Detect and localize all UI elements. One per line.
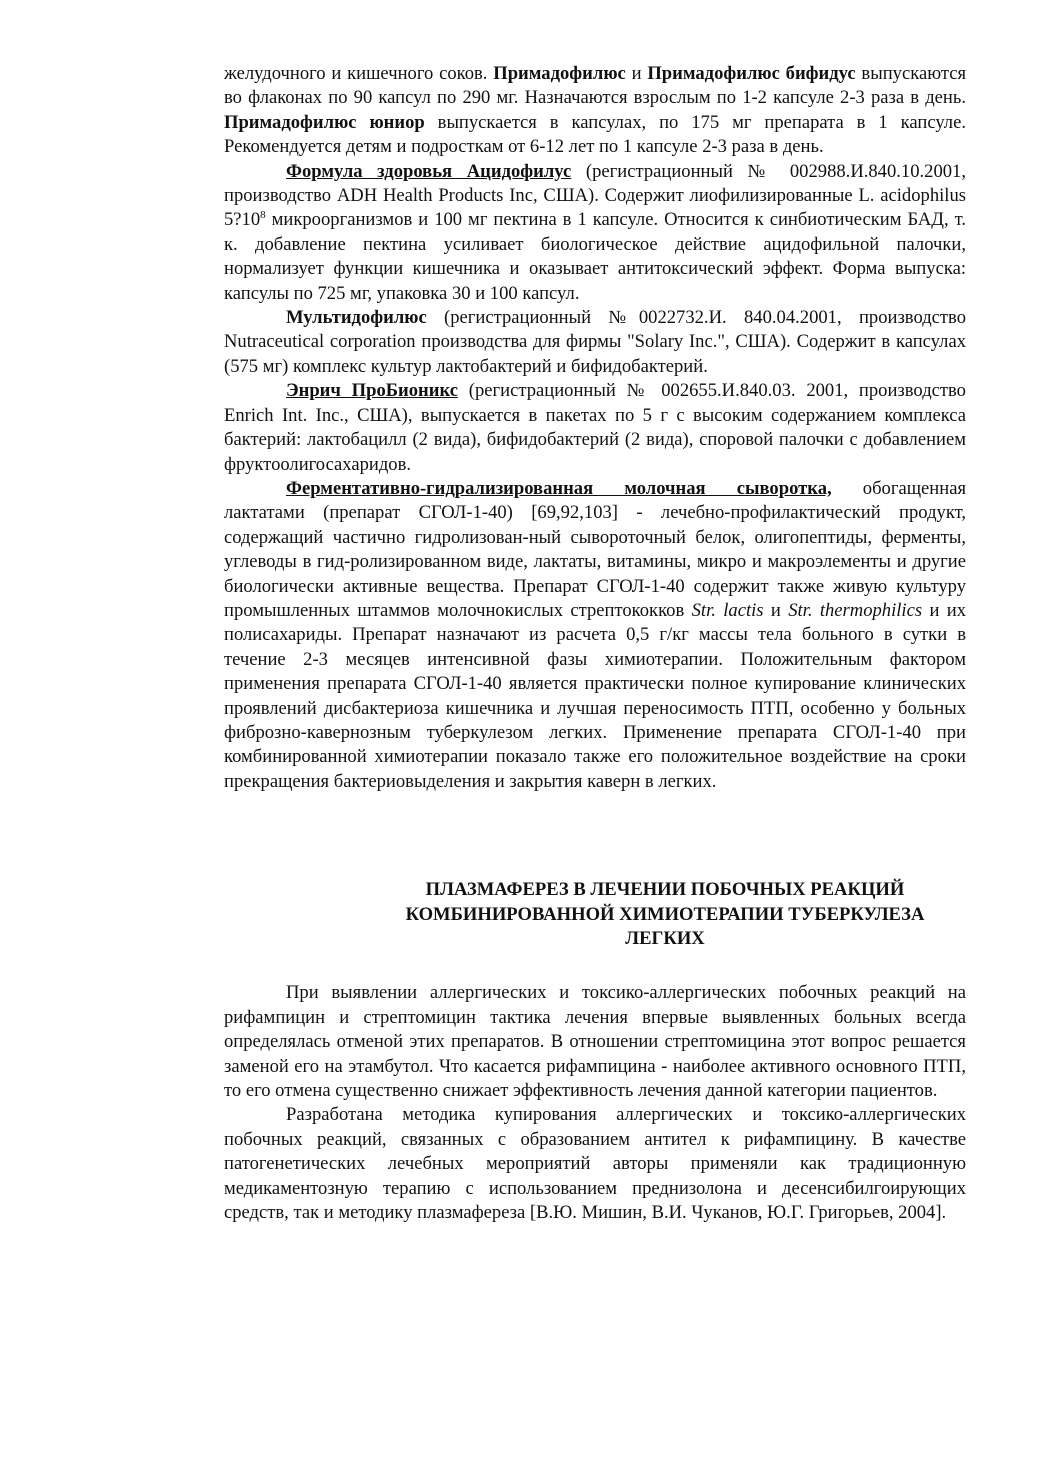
superscript-exponent: 8 (260, 209, 266, 222)
paragraph-formula-zdorovya (224, 160, 966, 306)
text-run: и (625, 63, 648, 84)
product-name-primadophilus: Примадофилюс (493, 63, 626, 84)
text-run: микроорганизмов и 100 мг пектина в 1 капсуле. Относится к синбиотическим БАД, т. к. добавление пектина усиливает биологическое действие ацидофильной палочки, нормализует функции кишечника и оказывает антитоксический эффект. Форма выпуска: капсулы по 725 мг, упаковка 30 и 100 капсул. (224, 209, 966, 304)
text-run: желудочного и кишечного соков. (224, 63, 494, 84)
species-name-str-thermophilics: Str. thermophilics (788, 599, 923, 621)
document-page (224, 62, 966, 1225)
species-name-str-lactis: Str. lactis (691, 599, 764, 621)
section-heading-line: ПЛАЗМАФЕРЕЗ В ЛЕЧЕНИИ ПОБОЧНЫХ РЕАКЦИЙ (425, 879, 905, 901)
section-heading-line: КОМБИНИРОВАННОЙ ХИМИОТЕРАПИИ ТУБЕРКУЛЕЗА (405, 903, 925, 925)
text-run: обогащенная лактатами (препарат СГОЛ-1-40) [69,92,103] - лечебно-профилактический продукт, содержащий частично гидролизован-ный сывороточный белок, олигопептиды, ферменты, углеводы в гид-ролизированном виде, лактаты, витамины, микро и макроэлементы и другие биологически активные вещества. Препарат СГОЛ-1-40 содержит также живую культуру промышленных штаммов молочнокислых стрептококков (224, 477, 967, 621)
product-name-whey: Ферментативно-гидрализированная молочная сыворотка, (286, 477, 832, 499)
product-name-primadophilus-bifidus: Примадофилюс бифидус (647, 63, 856, 84)
section-spacer (224, 794, 966, 878)
text-run: (регистрационный № 002988.И.840.10.2001, производство ADH Health Products Inc, США). Содержит лиофилизированные L. acidophilus 5?10 (224, 160, 967, 231)
paragraph-primadophilus (224, 62, 966, 160)
product-name-multidophilus: Мультидофилюс (286, 307, 427, 329)
paragraph-plasmapheresis-method: Разработана методика купирования аллергических и токсико-аллергических побочных реакций, связанных с образованием антител к рифампицину. В качестве патогенетических лечебных мероприятий авторы применяли как традиционную медикаментозную терапию с использованием преднизолона и десенсибилгоирующих средств, так и методику плазмафереза [В.Ю. Мишин, В.И. Чуканов, Ю.Г. Григорьев, 2004]. (224, 1104, 966, 1224)
product-name-formula-acidophilus: Формула здоровья Ацидофилус (286, 160, 572, 182)
section-heading-line: ЛЕГКИХ (625, 928, 705, 949)
paragraph-enrich-probionix (224, 379, 966, 477)
text-run: и их полисахариды. Препарат назначают из расчета 0,5 г/кг массы тела больного в сутки в течение 2-3 месяцев интенсивной фазы химиотерапии. Положительным фактором применения препарата СГОЛ-1-40 является практически полное купирование клинических проявлений дисбактериоза кишечника и лучшая переносимость ПТП, особенно у больных фиброзно-кавернозным туберкулезом легких. Применение препарата СГОЛ-1-40 при комбинированной химиотерапии показало также его положительное воздействие на сроки прекращения бактериовыделения и закрытия каверн в легких. (224, 599, 966, 792)
text-run: (регистрационный №0022732.И. 840.04.2001, производство Nutraceutical corporation производства для фирмы "Solary Inc.", США). Содержит в капсулах (575 мг) комплекс культур лактобактерий и бифидобактерий. (224, 307, 966, 377)
paragraph-whey (224, 477, 966, 794)
paragraph-multidophilus (224, 306, 966, 379)
section-spacer (224, 951, 966, 981)
text-run: выпускаются во флаконах по 90 капсул по 290 мг. Назначаются взрослым по 1-2 капсуле 2-3 раза в день. (224, 63, 967, 109)
product-name-enrich-probionix: Энрич ПроБионикс (286, 380, 458, 402)
text-run: и (763, 599, 789, 621)
paragraph-rifampicin-tactics: При выявлении аллергических и токсико-аллергических побочных реакций на рифампицин и стрептомицин тактика лечения впервые выявленных больных всегда определялась отменой этих препаратов. В отношении стрептомицина этот вопрос решается заменой его на этамбутол. Что касается рифампицина - наиболее активного основного ПТП, то его отмена существенно снижает эффективность лечения данной категории пациентов. (224, 982, 966, 1102)
product-name-primadophilus-junior: Примадофилюс юниор (224, 111, 425, 133)
section-heading (364, 878, 966, 951)
text-run: выпускается в капсулах, по 175 мг препарата в 1 капсуле. Рекомендуется детям и подросткам от 6-12 лет по 1 капсуле 2-3 раза в день. (224, 111, 966, 158)
text-run: (регистрационный № 002655.И.840.03. 2001, производство Enrich Int. Inc., США), выпускается в пакетах по 5 г с высоким содержанием комплекса бактерий: лактобацилл (2 вида), бифидобактерий (2 вида), споровой палочки с добавлением фруктоолигосахаридов. (224, 380, 966, 475)
